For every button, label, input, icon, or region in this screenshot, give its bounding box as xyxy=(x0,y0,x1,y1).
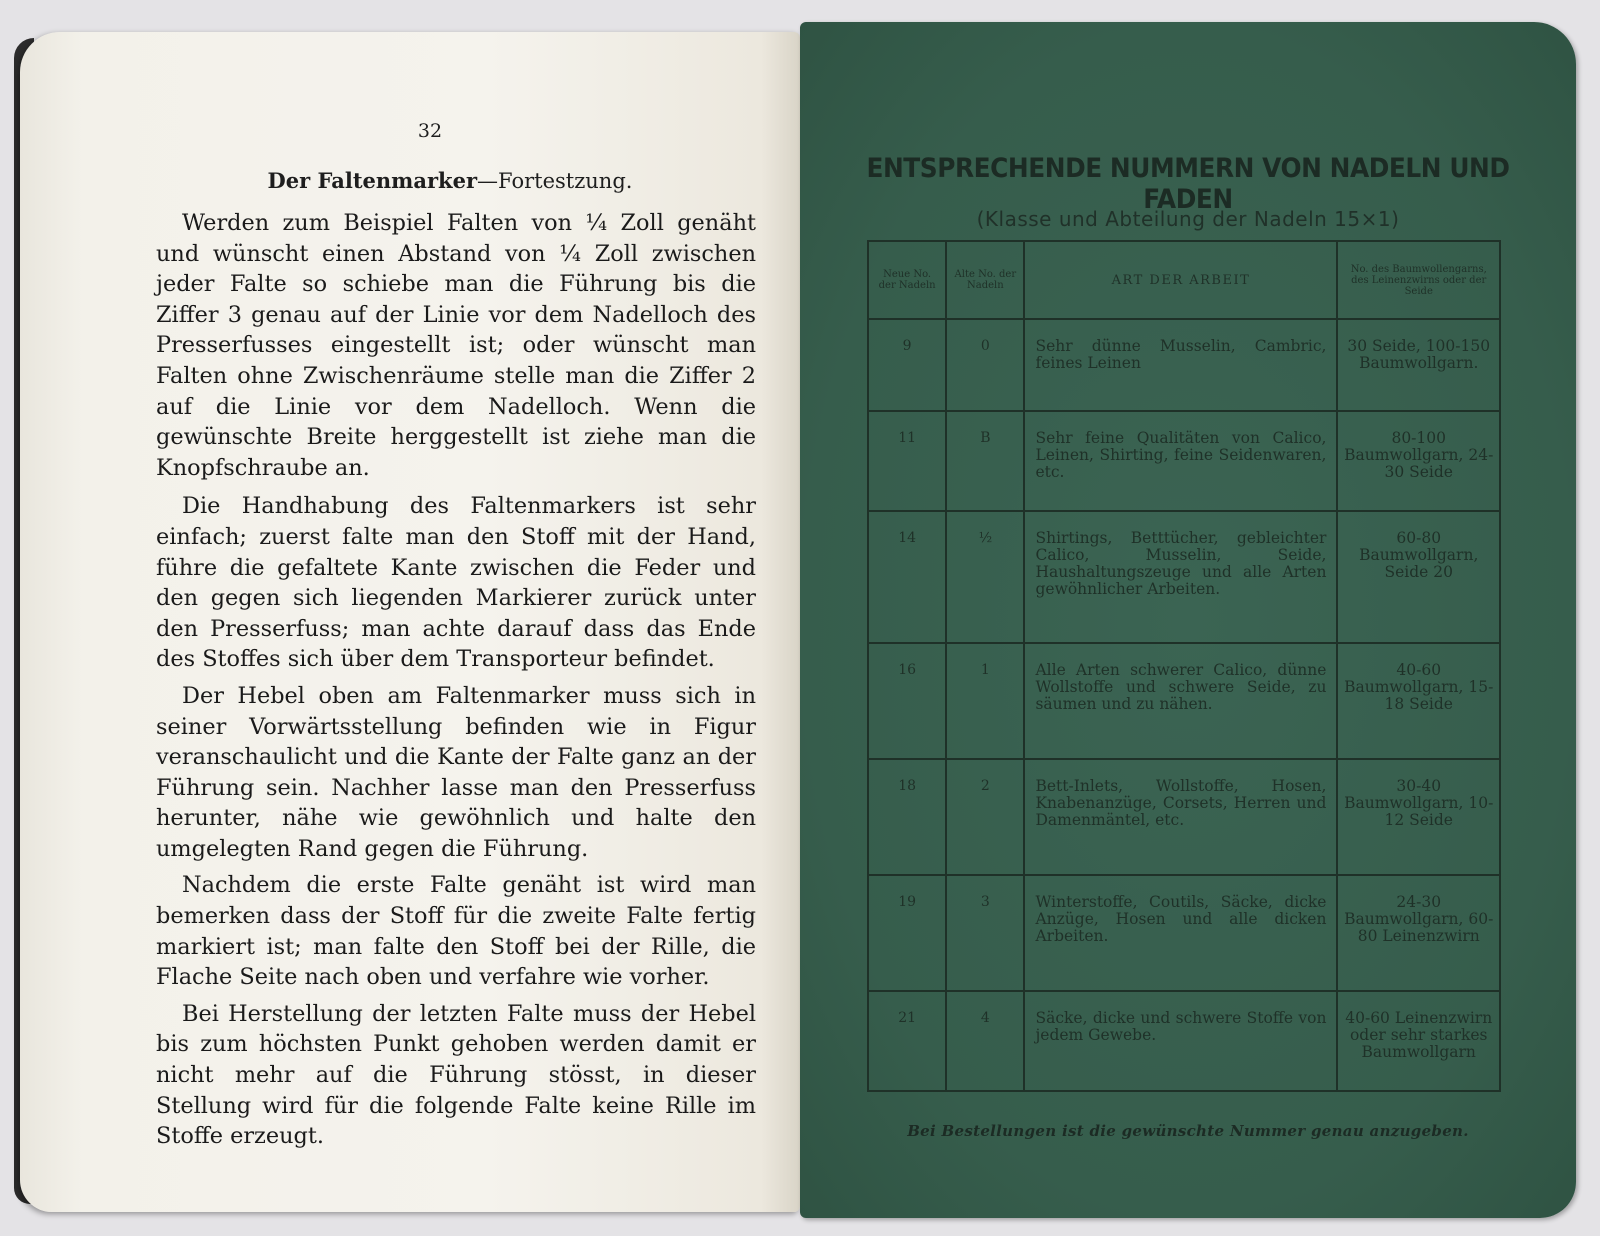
table-row xyxy=(868,643,1500,759)
cell-old-no: 1 xyxy=(946,643,1024,759)
table-row xyxy=(868,411,1500,511)
cell-new-no: 14 xyxy=(868,511,946,643)
cell-work: Alle Arten schwerer Calico, dünne Wollstoffe und schwere Seide, zu säumen und zu nähen. xyxy=(1024,643,1337,759)
cell-new-no: 18 xyxy=(868,759,946,875)
table-page-title: ENTSPRECHENDE NUMMERN VON NADELN UND FADEN xyxy=(866,153,1510,215)
header-thread-no: No. des Baumwollengarns, des Leinenzwirns oder der Seide xyxy=(1337,241,1500,319)
cell-work: Sehr dünne Musselin, Cambric, feines Leinen xyxy=(1024,319,1337,411)
table-row xyxy=(868,875,1500,991)
paragraph: Werden zum Beispiel Falten von ¼ Zoll genäht und wünscht einen Abstand von ¼ Zoll zwischen jeder Falte so schiebe man die Führung bis die Ziffer 3 genau auf der Linie vor dem Nadelloch des Presserfusses eingestellt ist; oder wünscht man Falten ohne Zwischenräume stelle man die Ziffer 2 auf die Linie vor dem Nadelloch. Wenn die gewünschte Breite herggestellt ist ziehe man die Knopfschraube an. xyxy=(156,210,756,481)
cell-thread: 60-80 Baumwollgarn, Seide 20 xyxy=(1337,511,1500,643)
cell-old-no: 3 xyxy=(946,875,1024,991)
table-row xyxy=(868,991,1500,1091)
header-work-type: ART DER ARBEIT xyxy=(1024,241,1337,319)
cell-thread: 30-40 Baumwollgarn, 10-12 Seide xyxy=(1337,759,1500,875)
cell-thread: 30 Seide, 100-150 Baumwollgarn. xyxy=(1337,319,1500,411)
cell-work: Shirtings, Betttücher, gebleichter Calico, Musselin, Seide, Haushaltungszeuge und alle Arten gewöhnlicher Arbeiten. xyxy=(1024,511,1337,643)
table-row xyxy=(868,511,1500,643)
body-text xyxy=(156,208,756,1158)
order-note: Bei Bestellungen ist die gewünschte Nummer genau anzugeben. xyxy=(907,1122,1469,1140)
right-page xyxy=(800,22,1576,1218)
cell-thread: 40-60 Baumwollgarn, 15-18 Seide xyxy=(1337,643,1500,759)
paragraph: Bei Herstellung der letzten Falte muss der Hebel bis zum höchsten Punkt gehoben werden damit er nicht mehr auf die Führung stösst, in dieser Stellung wird für die folgende Falte keine Rille im Stoffe erzeugt. xyxy=(156,1000,756,1150)
cell-new-no: 11 xyxy=(868,411,946,511)
cell-work: Bett-Inlets, Wollstoffe, Hosen, Knabenanzüge, Corsets, Herren und Damenmäntel, etc. xyxy=(1024,759,1337,875)
cell-new-no: 9 xyxy=(868,319,946,411)
paragraph: Nachdem die erste Falte genäht ist wird man bemerken dass der Stoff für die zweite Falte fertig markiert ist; man falte den Stoff bei der Rille, die Flache Seite nach oben und verfahre wie vorher. xyxy=(156,872,756,991)
cell-thread: 24-30 Baumwollgarn, 60-80 Leinenzwirn xyxy=(1337,875,1500,991)
cell-work: Sehr feine Qualitäten von Calico, Leinen, Shirting, feine Seidenwaren, etc. xyxy=(1024,411,1337,511)
section-title xyxy=(20,168,880,193)
cell-old-no: B xyxy=(946,411,1024,511)
cell-new-no: 19 xyxy=(868,875,946,991)
cell-work: Säcke, dicke und schwere Stoffe von jedem Gewebe. xyxy=(1024,991,1337,1091)
header-old-no: Alte No. der Nadeln xyxy=(946,241,1024,319)
page-number: 32 xyxy=(417,120,443,142)
paragraph: Der Hebel oben am Faltenmarker muss sich in seiner Vorwärtsstellung befinden wie in Figur veranschaulicht und die Kante der Falte ganz an der Führung sein. Nachher lasse man den Presserfuss herunter, nähe wie gewöhnlich und halte den umgelegten Rand gegen die Führung. xyxy=(156,682,756,862)
table-row xyxy=(868,759,1500,875)
table-row xyxy=(868,319,1500,411)
paragraph: Die Handhabung des Faltenmarkers ist sehr einfach; zuerst falte man den Stoff mit der Hand, führe die gefaltete Kante zwischen die Feder und den gegen sich liegenden Markierer zurück unter den Presserfuss; man achte darauf dass das Ende des Stoffes sich über dem Transporteur befindet. xyxy=(156,493,756,673)
cell-thread: 80-100 Baumwollgarn, 24-30 Seide xyxy=(1337,411,1500,511)
cell-old-no: 2 xyxy=(946,759,1024,875)
table-header-row xyxy=(868,241,1500,319)
section-title-rest: —Fortestzung. xyxy=(477,169,633,193)
section-title-bold: Der Faltenmarker xyxy=(267,168,478,193)
header-new-no: Neue No. der Nadeln xyxy=(868,241,946,319)
cell-new-no: 16 xyxy=(868,643,946,759)
cell-new-no: 21 xyxy=(868,991,946,1091)
left-page xyxy=(20,32,800,1212)
cell-thread: 40-60 Leinenzwirn oder sehr starkes Baumwollgarn xyxy=(1337,991,1500,1091)
cell-old-no: 4 xyxy=(946,991,1024,1091)
needle-thread-table xyxy=(867,240,1501,1092)
table-page-subtitle: (Klasse und Abteilung der Nadeln 15×1) xyxy=(976,207,1400,231)
cell-work: Winterstoffe, Coutils, Säcke, dicke Anzüge, Hosen und alle dicken Arbeiten. xyxy=(1024,875,1337,991)
cell-old-no: ½ xyxy=(946,511,1024,643)
cell-old-no: 0 xyxy=(946,319,1024,411)
